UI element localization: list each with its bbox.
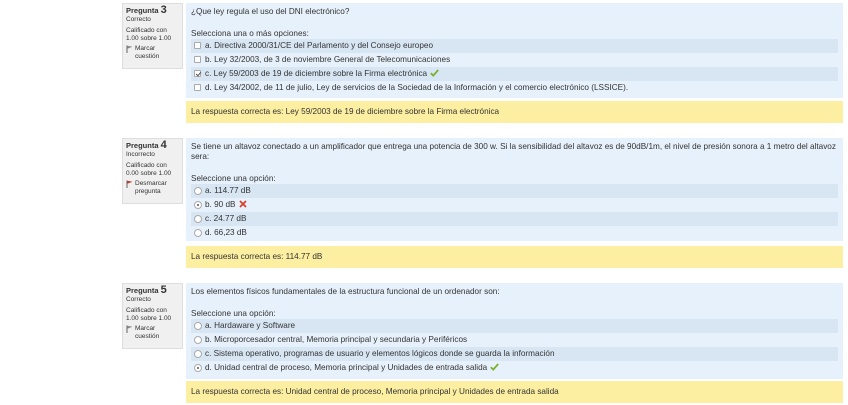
right-answer: La respuesta correcta es: 114.77 dB (186, 246, 843, 268)
flag-icon (126, 180, 133, 188)
radio-selected[interactable] (194, 201, 202, 209)
question-info (122, 3, 183, 69)
question-text: Los elementos físicos fundamentales de la estructura funcional de un ordenador son: (191, 287, 500, 296)
question-content (186, 138, 843, 241)
question-number: Pregunta 5 (126, 284, 167, 296)
question-grade: Calificado con 0.00 sobre 1.00 (126, 162, 172, 177)
flag-question-button[interactable] (126, 45, 179, 60)
checkbox[interactable] (194, 84, 201, 91)
question-number: Pregunta 3 (126, 4, 167, 16)
radio[interactable] (194, 322, 202, 330)
flag-icon (126, 45, 133, 53)
radio[interactable] (194, 229, 202, 237)
question-state: Correcto (126, 295, 151, 303)
check-icon (490, 363, 499, 371)
flag-icon (126, 325, 133, 333)
question-text: Se tiene un altavoz conectado a un amplificador que entrega una potencia de 300 w. Si la sensibilidad del altavoz es de 90dB/1m, el nivel de presión sonora a 1 metro del altavoz sera: (191, 142, 836, 161)
option-a[interactable]: a. Hardaware y Software (191, 319, 838, 333)
answer-prompt: Selecciona una o más opciones: (191, 29, 309, 38)
option-c[interactable]: c. Sistema operativo, programas de usuario y elementos lógicos donde se guarda la información (191, 347, 838, 361)
answer-prompt: Seleccione una opción: (191, 309, 276, 318)
checkbox[interactable] (194, 42, 201, 49)
radio[interactable] (194, 336, 202, 344)
unflag-question-button[interactable] (126, 180, 179, 195)
question-info (122, 138, 183, 204)
question-grade: Calificado con 1.00 sobre 1.00 (126, 307, 172, 322)
cross-icon (239, 200, 247, 208)
question-state: Correcto (126, 15, 151, 23)
radio-selected[interactable] (194, 364, 202, 372)
question-text: ¿Que ley regula el uso del DNI electrónico? (191, 7, 350, 16)
right-answer: La respuesta correcta es: Unidad central de proceso, Memoria principal y Unidades de entrada salida (186, 381, 843, 403)
question-content (186, 3, 843, 98)
flag-label: Marcar cuestión (135, 325, 160, 340)
check-icon (430, 69, 439, 77)
question-grade: Calificado con 1.00 sobre 1.00 (126, 27, 172, 42)
option-c[interactable]: c. 24.77 dB (191, 212, 838, 226)
right-answer: La respuesta correcta es: Ley 59/2003 de 19 de diciembre sobre la Firma electrónica (186, 101, 843, 123)
question-state: Incorrecto (126, 150, 155, 158)
option-d[interactable]: d. Ley 34/2002, de 11 de julio, Ley de servicios de la Sociedad de la Información y el comercio electrónico (LSSICE). (191, 81, 838, 95)
flag-question-button[interactable] (126, 325, 179, 340)
question-content (186, 283, 843, 379)
option-d[interactable]: d. 66,23 dB (191, 226, 838, 240)
option-a[interactable]: a. 114.77 dB (191, 184, 838, 198)
checkbox-checked[interactable] (194, 70, 201, 77)
option-b[interactable]: b. 90 dB (191, 198, 838, 212)
radio[interactable] (194, 187, 202, 195)
checkbox[interactable] (194, 56, 201, 63)
option-b[interactable]: b. Microporcesador central, Memoria principal y secundaria y Periféricos (191, 333, 838, 347)
option-c[interactable]: c. Ley 59/2003 de 19 de diciembre sobre la Firma electrónica (191, 67, 838, 81)
option-d[interactable]: d. Unidad central de proceso, Memoria principal y Unidades de entrada salida (191, 361, 838, 375)
radio[interactable] (194, 350, 202, 358)
answer-prompt: Seleccione una opción: (191, 174, 276, 183)
option-b[interactable]: b. Ley 32/2003, de 3 de noviembre General de Telecomunicaciones (191, 53, 838, 67)
flag-label: Marcar cuestión (135, 45, 160, 60)
radio[interactable] (194, 215, 202, 223)
flag-label: Desmarcar pregunta (135, 180, 167, 195)
option-a[interactable]: a. Directiva 2000/31/CE del Parlamento y del Consejo europeo (191, 39, 838, 53)
question-info (122, 283, 183, 349)
question-number: Pregunta 4 (126, 139, 167, 151)
